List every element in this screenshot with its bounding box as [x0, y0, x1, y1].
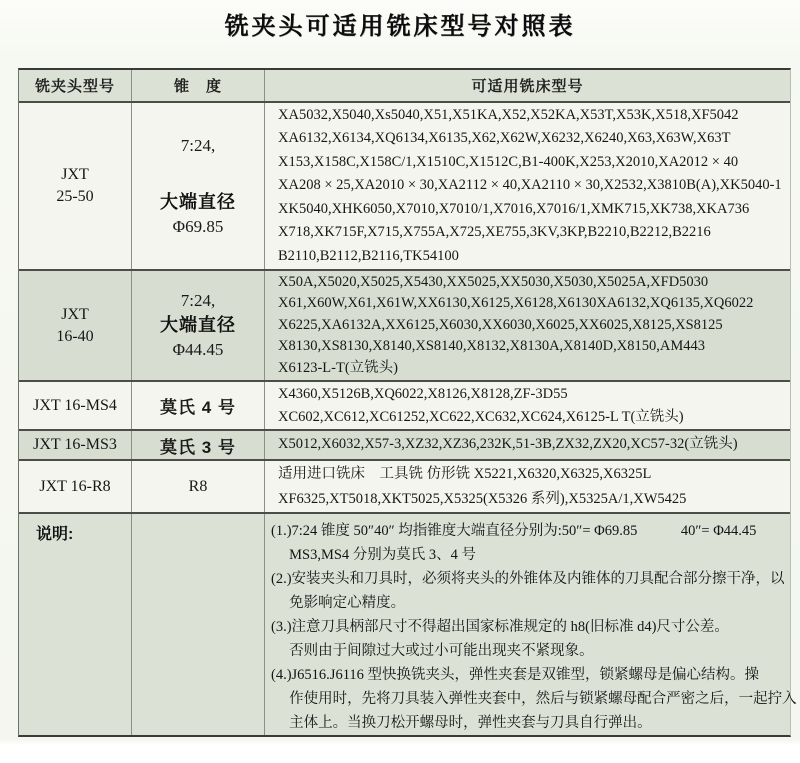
taper-label: R8 [188, 477, 208, 495]
list-item: X5012,X6032,X57-3,XZ32,XZ36,232K,51-3B,ZX32,ZX20,XC57-32(立铣头) [278, 436, 738, 453]
table-row-jxt-16-ms3 [19, 429, 790, 459]
list-item: 25-50 [56, 188, 94, 205]
table-row-jxt-16-r8 [19, 459, 790, 512]
list-item: XA5032,X5040,Xs5040,X51,X51KA,X52,X52KA,X53T,X53K,X518,XF5042 [278, 106, 739, 123]
list-item: X4360,X5126B,XQ6022,X8126,X8128,ZF-3D55 [278, 385, 568, 402]
list-item: JXT 16-MS4 [33, 396, 117, 414]
taper-cell [131, 431, 265, 459]
header-machines: 可适用铣床型号 [471, 78, 584, 95]
taper-label: 莫氏 4 号 [160, 398, 236, 417]
list-item: XC602,XC612,XC61252,XC622,XC632,XC624,X6125-L T(立铣头) [278, 408, 684, 425]
machines-cell [265, 461, 790, 512]
notes-empty-cell [131, 514, 265, 735]
list-item: XK5040,XHK6050,X7010,X7010/1,X7016,X7016/1,XMK715,XK738,XKA736 [278, 200, 750, 217]
taper-label: 莫氏 3 号 [160, 437, 236, 457]
taper-cell [131, 382, 265, 429]
chuck-model-cell [19, 382, 131, 429]
list-item: XF6325,XT5018,XKT5025,X5325(X5326 系列),X5325A/1,XW5425 [278, 490, 687, 507]
list-item: B2110,B2112,B2116,TK54100 [278, 247, 459, 264]
list-item: JXT 16-MS3 [33, 436, 117, 453]
notes-label: 说明: [36, 526, 74, 543]
machines-cell [265, 271, 790, 380]
list-item: X153,X158C,X158C/1,X1510C,X1512C,B1-400K,X253,X2010,XA2012 × 40 [278, 153, 739, 170]
header-taper: 锥 度 [131, 70, 265, 101]
chuck-model-cell [19, 431, 131, 459]
taper-ratio: 7:24, [180, 135, 216, 155]
machines-cell [265, 382, 790, 429]
notes-row [19, 512, 797, 735]
list-item: JXT [61, 305, 89, 323]
list-item: JXT [61, 166, 89, 183]
list-item: X50A,X5020,X5025,X5430,XX5025,XX5030,X5030,X5025A,XFD5030 [278, 273, 709, 290]
list-item: XA208 × 25,XA2010 × 30,XA2112 × 40,XA2110 × 30,X2532,X3810B(A),XK5040-1 [278, 177, 782, 194]
list-item: (3.)注意刀具柄部尺寸不得超出国家标准规定的 h8(旧标准 d4)尺寸公差。 [271, 619, 729, 635]
taper-label: 大端直径 [160, 315, 236, 335]
chuck-model-cell [19, 461, 131, 512]
list-item: X718,XK715F,X715,X755A,X725,XE755,3KV,3KP,B2210,B2212,B2216 [278, 224, 711, 241]
taper-cell [131, 103, 265, 269]
list-item: X8130,XS8130,X8140,XS8140,X8132,X8130A,X8140D,X8150,AM443 [278, 338, 705, 355]
list-item: X6225,XA6132A,XX6125,X6030,XX6030,X6025,XX6025,X8125,XS8125 [278, 316, 723, 333]
page-title: 铣夹头可适用铣床型号对照表 [224, 13, 576, 40]
taper-diameter: Φ69.85 [172, 216, 224, 236]
list-item: 16-40 [56, 327, 94, 345]
table-row-jxt-16-ms4 [19, 380, 790, 429]
taper-cell [131, 271, 265, 380]
list-item: X6123-L-T(立铣头) [278, 359, 398, 376]
header-chuck-model: 铣夹头型号 [34, 78, 115, 95]
machines-cell [265, 103, 790, 269]
list-item: (2.)安装夹头和刀具时，必须将夹头的外锥体及内锥体的刀具配合部分擦干净，以 [271, 571, 785, 587]
list-item: (4.)J6516.J6116 型快换铣夹头，弹性夹套是双锥型，锁紧螺母是偏心结构。操 [271, 667, 760, 683]
list-item: 主体上。当换刀松开螺母时，弹性夹套与刀具自行弹出。 [271, 715, 652, 731]
table-header-row [19, 70, 790, 101]
taper-ratio: 7:24, [180, 291, 216, 310]
machines-cell [265, 431, 790, 459]
list-item: 免影响定心精度。 [271, 595, 406, 611]
list-item: 适用进口铣床 工具铣 仿形铣 X5221,X6320,X6325,X6325L [278, 465, 652, 482]
list-item: MS3,MS4 分别为莫氏 3、4 号 [271, 547, 477, 563]
table-row-jxt-16-40 [19, 269, 790, 380]
table-row-jxt-25-50 [19, 101, 790, 269]
list-item: X61,X60W,X61,X61W,XX6130,X6125,X6128,X6130XA6132,XQ6135,XQ6022 [278, 295, 754, 312]
list-item: (1.)7:24 锥度 50″40″ 均指锥度大端直径分别为:50″= Φ69.85 40″= Φ44.45 [271, 523, 757, 539]
chuck-model-cell [19, 271, 131, 380]
list-item: JXT 16-R8 [39, 477, 111, 495]
taper-label: 大端直径 [160, 191, 236, 212]
chuck-machine-table [18, 68, 797, 737]
list-item: 作使用时，先将刀具装入弹性夹套中，然后与锁紧螺母配合严密之后，一起拧入 [271, 691, 797, 707]
taper-cell [131, 461, 265, 512]
notes-body [265, 514, 797, 735]
list-item: 否则由于间隙过大或过小可能出现夹不紧现象。 [271, 643, 594, 659]
taper-diameter: Φ44.45 [172, 340, 224, 359]
chuck-model-cell [19, 103, 131, 269]
list-item: XA6132,X6134,XQ6134,X6135,X62,X62W,X6232,X6240,X63,X63W,X63T [278, 130, 731, 147]
